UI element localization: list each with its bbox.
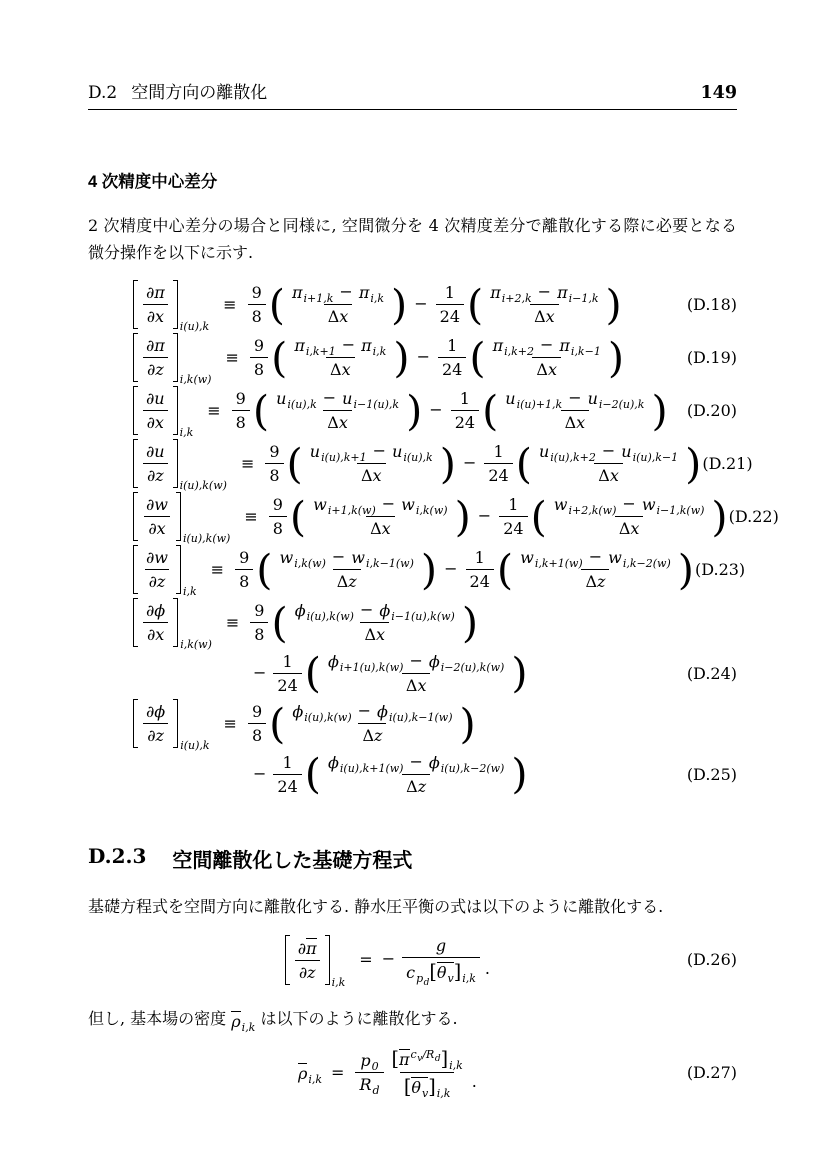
equation-number: (D.21)	[702, 454, 753, 474]
equation-d26: ∂ π ∂z i,k = − g c $p_d$ [ θ v ] i,k . (D.26)	[88, 935, 737, 985]
equation-d25-line1: $\frac{\partial\phi}{\partial z}$ i(u),k ≡ $\frac{9}{8}$ ( ϕ i(u),k(w) − ϕ i(u),k−1(w) Δ z )	[88, 699, 737, 748]
header-section-title: 空間方向の離散化	[131, 83, 268, 103]
equation-d21: $\frac{\partial u}{\partial z}$ i(u),k(w) ≡ $\frac{9}{8}$ ( u i(u),k+1 − u i(u),k Δ x ) − $\frac{1}{24}$ ( u i(u),k+2 − u i(u),k−1 Δ x ) (D.21)	[88, 439, 737, 488]
bracketed-derivative: $\frac{\partial\phi}{\partial z}$ i(u),k	[133, 699, 210, 748]
bracketed-derivative: $\frac{\partial u}{\partial z}$ i(u),k(w)	[133, 439, 227, 488]
bracketed-derivative: $\frac{\partial w}{\partial z}$ i,k	[133, 545, 197, 594]
right-bracket	[173, 386, 178, 435]
paragraph-density-before: 但し, 基本場の密度	[88, 1008, 232, 1028]
bracketed-derivative: $\frac{\partial u}{\partial x}$ i,k	[133, 386, 193, 435]
bracketed-derivative: ∂ π ∂z i,k	[285, 935, 345, 985]
right-bracket	[173, 439, 178, 488]
bracketed-derivative: $\frac{\partial\pi}{\partial z}$ i,k(w)	[133, 333, 211, 382]
equation-number: (D.22)	[728, 507, 779, 527]
section-title: 空間離散化した基礎方程式	[172, 850, 413, 873]
page-header	[88, 78, 737, 110]
right-bracket	[176, 545, 181, 594]
paragraph-density	[88, 1005, 737, 1034]
equation-number: (D.23)	[694, 560, 746, 580]
equation-d20: $\frac{\partial u}{\partial x}$ i,k ≡ $\frac{9}{8}$ ( u i(u),k − u i−1(u),k Δ x ) − $\frac{1}{24}$ ( u i(u)+1,k − u i−2(u),k Δ x ) (D.20)	[88, 386, 737, 435]
equation-d19: $\frac{\partial\pi}{\partial z}$ i,k(w) ≡ $\frac{9}{8}$ ( π i,k+1 − π i,k Δ x ) − $\frac{1}{24}$ ( π i,k+2 − π i,k−1 Δ x ) (D.19)	[88, 333, 737, 382]
page-number: 149	[700, 83, 737, 103]
equation-d27-container	[88, 1047, 737, 1101]
section-number: D.2.3	[88, 844, 147, 869]
right-bracket	[325, 935, 330, 985]
right-bracket	[176, 492, 181, 541]
equation-d18: $\frac{\partial\pi}{\partial x}$ i(u),k ≡ $\frac{9}{8}$ ( π i+1,k − π i,k Δ x ) − $\frac{1}{24}$ ( π i+2,k − π i−1,k Δ x ) (D.18)	[88, 280, 737, 329]
equation-d25-line2: − $\frac{1}{24}$ ( ϕ i(u),k+1(w) − ϕ i(u),k−2(w) Δ z ) (D.25)	[253, 749, 737, 799]
bracketed-derivative: $\frac{\partial\phi}{\partial x}$ i,k(w)	[133, 598, 212, 647]
right-bracket	[173, 333, 178, 382]
subsection-heading: 4 次精度中心差分	[88, 173, 218, 191]
equation-d27: ρ i,k = p 0 R d [ π c v / R d ] i,k [ θ v ] i,k . (D.27)	[297, 1047, 737, 1101]
equation-number: (D.18)	[686, 295, 737, 315]
equation-list	[88, 279, 779, 799]
inline-math-rho: ρ i,k	[231, 1011, 256, 1034]
equation-number: (D.20)	[686, 401, 737, 421]
paragraph-basic-equation: 基礎方程式を空間方向に離散化する. 静水圧平衡の式は以下のように離散化する.	[88, 897, 664, 917]
paragraph-intro: 2 次精度中心差分の場合と同様に, 空間微分を 4 次精度差分で離散化する際に必要となる微分操作を以下に示す.	[88, 216, 737, 263]
equation-d23: $\frac{\partial w}{\partial z}$ i,k ≡ $\frac{9}{8}$ ( w i,k(w) − w i,k−1(w) Δ z ) − $\frac{1}{24}$ ( w i,k+1(w) − w i,k−2(w) Δ z ) (D.23)	[88, 545, 737, 594]
right-bracket	[173, 699, 178, 748]
bracketed-derivative: $\frac{\partial\pi}{\partial x}$ i(u),k	[133, 280, 209, 329]
running-header	[88, 78, 267, 103]
equation-d24-line1: $\frac{\partial\phi}{\partial x}$ i,k(w) ≡ $\frac{9}{8}$ ( ϕ i(u),k(w) − ϕ i−1(u),k(w) Δ x )	[88, 598, 737, 647]
header-section-label: D.2	[88, 83, 118, 103]
section-heading	[88, 844, 737, 873]
right-bracket	[173, 598, 178, 647]
paragraph-density-after: は以下のように離散化する.	[255, 1008, 458, 1028]
equation-number: (D.25)	[686, 764, 737, 784]
equation-number: (D.26)	[686, 950, 737, 970]
bracketed-derivative: $\frac{\partial w}{\partial x}$ i(u),k(w)	[133, 492, 230, 541]
equation-number: (D.24)	[686, 663, 737, 683]
equation-number: (D.19)	[686, 348, 737, 368]
equation-d26-container	[88, 935, 737, 989]
equation-d22: $\frac{\partial w}{\partial x}$ i(u),k(w) ≡ $\frac{9}{8}$ ( w i+1,k(w) − w i,k(w) Δ x ) − $\frac{1}{24}$ ( w i+2,k(w) − w i−1,k(w) Δ x ) (D.22)	[88, 492, 737, 541]
equation-d24-line2: − $\frac{1}{24}$ ( ϕ i+1(u),k(w) − ϕ i−2(u),k(w) Δ x ) (D.24)	[253, 648, 737, 698]
right-bracket	[173, 280, 178, 329]
equation-number: (D.27)	[686, 1063, 737, 1083]
